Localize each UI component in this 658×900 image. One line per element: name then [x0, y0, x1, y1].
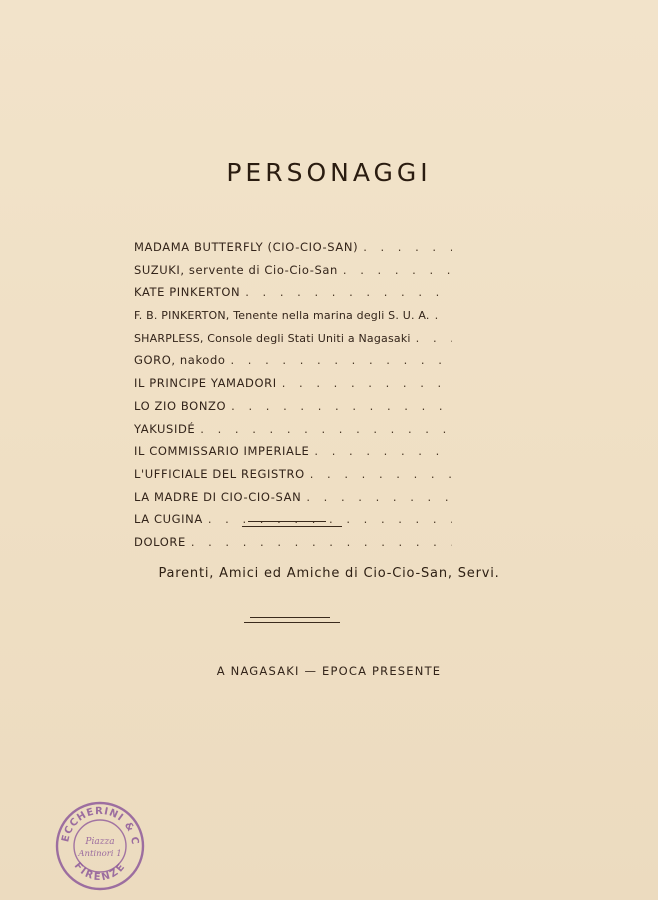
leader-dots	[200, 418, 452, 441]
leader-dots	[310, 463, 452, 486]
cast-item	[134, 486, 452, 509]
cast-item-label: F. B. PINKERTON, Tenente nella marina degli S. U. A.	[134, 309, 430, 323]
cast-item-label: LA MADRE DI CIO-CIO-SAN	[134, 489, 302, 504]
cast-item	[134, 372, 452, 395]
cast-item	[134, 418, 452, 441]
leader-dots	[208, 508, 452, 531]
divider-rule	[242, 526, 342, 527]
svg-text:FECCHERINI & C.: ECCHERINI & C	[60, 805, 141, 846]
leader-dots	[231, 395, 452, 418]
leader-dots	[314, 440, 452, 463]
cast-item-label: IL PRINCIPE YAMADORI	[134, 376, 277, 391]
stamp-seal-icon	[54, 800, 146, 892]
cast-item-label: SUZUKI, servente di Cio-Cio-San	[134, 262, 338, 277]
page-title: PERSONAGGI	[226, 158, 432, 187]
divider-rule	[250, 617, 330, 618]
svg-text:Piazza: Piazza	[85, 837, 115, 847]
leader-dots	[230, 349, 452, 372]
cast-item-label: MADAMA BUTTERFLY (CIO-CIO-SAN)	[134, 240, 359, 254]
cast-item	[134, 236, 452, 259]
leader-dots	[191, 531, 452, 554]
cast-item-label: DOLORE	[134, 534, 186, 549]
svg-text:Antinori 1: Antinori 1	[78, 849, 122, 859]
cast-item	[134, 395, 452, 418]
cast-item	[134, 327, 452, 350]
cast-item	[134, 349, 452, 372]
setting-line: A NAGASAKI — EPOCA PRESENTE	[216, 664, 442, 678]
cast-item	[134, 531, 452, 554]
cast-item-label: IL COMMISSARIO IMPERIALE	[134, 444, 310, 459]
cast-item	[134, 281, 452, 304]
cast-list	[134, 236, 452, 554]
cast-item-label: LO ZIO BONZO	[134, 398, 227, 413]
leader-dots	[245, 281, 452, 304]
bookseller-stamp	[54, 800, 146, 892]
cast-item	[134, 463, 452, 486]
cast-item-label: YAKUSIDÉ	[134, 421, 196, 436]
cast-item	[134, 440, 452, 463]
cast-item	[134, 304, 452, 327]
leader-dots	[282, 372, 452, 395]
svg-text:FIRENZE: FIRENZE	[71, 860, 129, 884]
cast-item-label: LA CUGINA	[134, 512, 203, 527]
leader-dots	[363, 236, 452, 259]
leader-dots	[343, 259, 452, 282]
divider-rule	[244, 622, 340, 623]
divider-rule	[248, 521, 326, 522]
cast-item-label: KATE PINKERTON	[134, 285, 241, 300]
cast-item-label: SHARPLESS, Console degli Stati Uniti a Nagasaki	[134, 331, 411, 345]
leader-dots	[435, 304, 452, 327]
cast-item-label: GORO, nakodo	[134, 353, 226, 368]
leader-dots	[306, 486, 452, 509]
chorus-line: Parenti, Amici ed Amiche di Cio-Cio-San, Servi.	[158, 566, 500, 581]
cast-item	[134, 259, 452, 282]
leader-dots	[416, 327, 452, 350]
cast-item	[134, 508, 452, 531]
cast-item-label: L'UFFICIALE DEL REGISTRO	[134, 466, 305, 481]
